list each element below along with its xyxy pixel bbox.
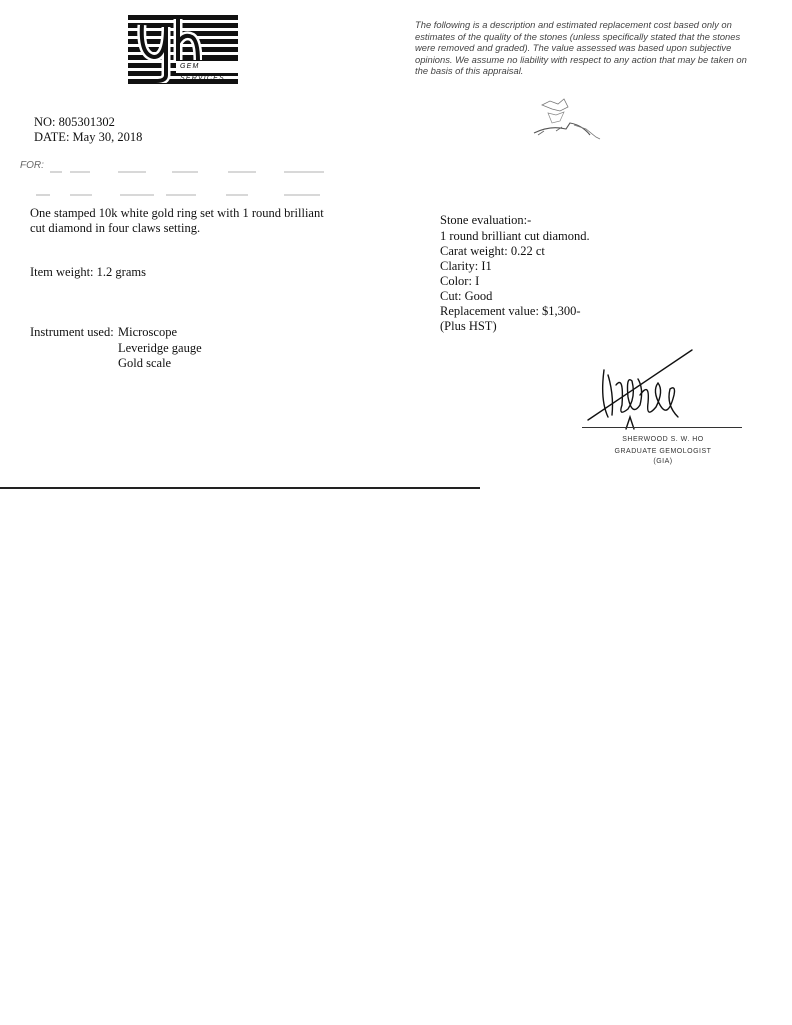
gemologist-seal-stamp bbox=[530, 95, 605, 143]
appraisal-disclaimer: The following is a description and estimated replacement cost based only on estimates of the quality of the stones (unless specifically stated that the stones were removed and graded). The value assessed was based upon subjective opinions. We assume no liability with respect to any action that may be taken on the basis of this appraisal. bbox=[415, 19, 747, 76]
item-description-line-2: cut diamond in four claws setting. bbox=[30, 221, 201, 235]
item-description-line-1: One stamped 10k white gold ring set with 1 round brilliant bbox=[30, 206, 324, 220]
signature-block bbox=[578, 345, 748, 480]
replacement-value: Replacement value: $1,300- bbox=[440, 304, 581, 318]
signature-line bbox=[582, 427, 742, 428]
stone-evaluation-line: 1 round brilliant cut diamond. bbox=[440, 229, 590, 243]
company-logo bbox=[128, 15, 238, 85]
stone-evaluation-line: Carat weight: 0.22 ct bbox=[440, 244, 545, 258]
gemologist-credential: (GIA) bbox=[653, 458, 673, 465]
for-blank-lines bbox=[20, 160, 360, 200]
logo-tagline: GEM SERVICES bbox=[180, 63, 225, 82]
item-weight: Item weight: 1.2 grams bbox=[30, 265, 146, 279]
stone-evaluation-line: Color: I bbox=[440, 274, 480, 288]
gemologist-name: SHERWOOD S. W. HO bbox=[622, 436, 704, 443]
for-field bbox=[20, 160, 360, 200]
stone-evaluation-line: (Plus HST) bbox=[440, 319, 497, 333]
handwritten-signature bbox=[578, 345, 748, 445]
for-label: FOR: bbox=[20, 160, 44, 171]
stone-evaluation-line: Cut: Good bbox=[440, 289, 493, 303]
instrument-item: Leveridge gauge bbox=[118, 341, 202, 355]
logo-tagline-box bbox=[176, 60, 238, 82]
instruments-label: Instrument used: bbox=[30, 325, 114, 339]
appraisal-number: NO: 805301302 bbox=[34, 115, 115, 129]
gemologist-title: GRADUATE GEMOLOGIST bbox=[614, 448, 712, 455]
instrument-item: Microscope bbox=[118, 325, 178, 339]
appraisal-date: DATE: May 30, 2018 bbox=[34, 130, 143, 144]
stone-evaluation-line: Clarity: I1 bbox=[440, 259, 492, 273]
stone-evaluation-heading: Stone evaluation:- bbox=[440, 213, 532, 227]
page-divider bbox=[0, 487, 480, 489]
instrument-item: Gold scale bbox=[118, 356, 172, 370]
